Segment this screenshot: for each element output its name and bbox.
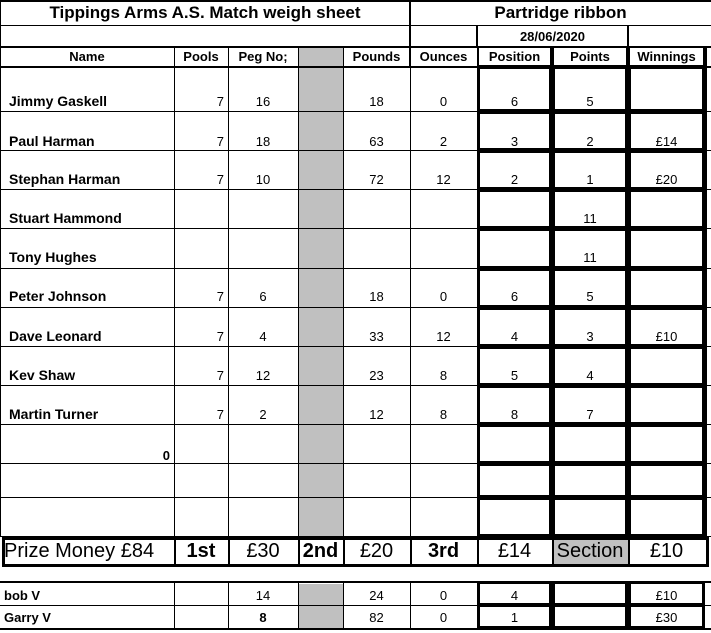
row-ounces: 12 (436, 329, 451, 344)
col-header-points: Points (570, 48, 610, 64)
row-peg (228, 193, 298, 226)
cell-box (477, 268, 552, 308)
row-peg: 6 (259, 289, 267, 304)
visitor-col-line (410, 581, 411, 628)
row-ounces: 8 (439, 407, 448, 422)
cell-box (552, 189, 628, 229)
row-peg: 2 (259, 407, 267, 422)
cell-box (477, 150, 552, 190)
visitor-winnings: £30 (655, 609, 678, 625)
prize-divider (410, 538, 412, 566)
grid-col-line (705, 46, 707, 536)
row-winnings: £14 (655, 134, 678, 149)
visitor-box (552, 604, 628, 629)
prize-divider (174, 538, 176, 566)
row-name: Martin Turner (9, 406, 99, 422)
prize-row-frame (2, 537, 709, 567)
row-pools (174, 232, 224, 265)
row-pounds: 12 (369, 407, 384, 422)
row-pounds (343, 232, 410, 265)
row-name: Jimmy Gaskell (9, 93, 108, 109)
row-pools: 7 (216, 329, 224, 344)
visitor-pounds: 82 (369, 609, 384, 625)
grid-col-line (298, 46, 299, 536)
cell-box (628, 189, 705, 229)
row-pounds: 63 (369, 134, 384, 149)
grid-col-line (174, 46, 175, 536)
row-winnings: £20 (655, 172, 678, 187)
row-name: Dave Leonard (9, 328, 102, 344)
row-position: 4 (510, 329, 519, 344)
grid-date-left (476, 25, 478, 46)
cell-box (477, 385, 552, 425)
row-pools: 7 (216, 172, 224, 187)
col-header-peg: Peg No; (238, 48, 288, 64)
cell-box (552, 424, 628, 464)
row-pounds: 33 (369, 329, 384, 344)
visitor-position: 4 (510, 587, 519, 603)
row-name: Stephan Harman (9, 171, 121, 187)
prize-third-label: 3rd (427, 539, 460, 562)
row-pounds (343, 193, 410, 226)
visitor-box (552, 581, 628, 606)
row-position: 6 (510, 94, 519, 109)
header-box (552, 46, 628, 67)
row-pools: 7 (216, 94, 224, 109)
row-points: 5 (586, 94, 594, 109)
cell-box (552, 111, 628, 151)
row-pools: 7 (216, 134, 224, 149)
row-position: 2 (510, 172, 519, 187)
prize-money-label: Prize Money £84 (4, 539, 155, 562)
visitor-box (628, 604, 705, 629)
row-points: 11 (583, 211, 597, 226)
row-pounds: 23 (369, 368, 384, 383)
cell-box (477, 189, 552, 229)
cell-box (552, 307, 628, 347)
row-points: 3 (586, 329, 594, 344)
cell-box (477, 307, 552, 347)
col-header-ounces: Ounces (419, 48, 468, 64)
row-position: 3 (510, 134, 519, 149)
visitor-box (477, 604, 552, 629)
cell-box (477, 463, 552, 498)
row-points: 7 (586, 407, 594, 422)
cell-box (552, 268, 628, 308)
prize-divider (477, 538, 479, 566)
cell-box (628, 463, 705, 498)
row-name: Paul Harman (9, 133, 95, 149)
row-pounds: 18 (369, 289, 384, 304)
row-pools: 7 (216, 407, 224, 422)
sheet-title: Tippings Arms A.S. Match weigh sheet (49, 3, 361, 22)
row-ounces: 0 (439, 94, 448, 109)
prize-third-value: £14 (497, 539, 532, 562)
pools-total: 0 (162, 448, 170, 463)
row-winnings: £10 (655, 329, 678, 344)
prize-divider (552, 538, 554, 566)
cell-box (477, 424, 552, 464)
row-ounces: 2 (439, 134, 448, 149)
grid-col-line (343, 46, 344, 536)
visitor-box (477, 581, 552, 606)
row-pounds: 72 (369, 172, 384, 187)
row-position: 6 (510, 289, 519, 304)
cell-box (628, 268, 705, 308)
header-box (477, 46, 552, 67)
cell-box (628, 228, 705, 269)
cell-box (477, 111, 552, 151)
match-date: 28/06/2020 (519, 28, 586, 44)
row-ounces: 0 (439, 289, 448, 304)
grid-col-line (0, 0, 1, 536)
grid-col-line (410, 46, 411, 536)
row-position: 5 (510, 368, 519, 383)
prize-section-value: £10 (649, 539, 684, 562)
row-pools: 7 (216, 368, 224, 383)
prize-divider (628, 538, 630, 566)
visitor-col-line (228, 581, 229, 628)
grid-title-bottom (0, 25, 711, 26)
cell-box (477, 497, 552, 537)
visitor-name: Garry V (4, 609, 51, 625)
cell-box (628, 66, 705, 112)
visitor-position: 1 (510, 609, 519, 625)
row-peg: 12 (255, 368, 271, 383)
header-box (628, 46, 705, 67)
row-points: 1 (586, 172, 594, 187)
row-name: Stuart Hammond (9, 210, 122, 226)
row-points: 4 (586, 368, 594, 383)
col-header-pools: Pools (183, 48, 219, 64)
prize-divider (298, 538, 300, 566)
row-pounds: 18 (369, 94, 384, 109)
row-peg (228, 232, 298, 265)
cell-box (628, 346, 705, 386)
row-name: Peter Johnson (9, 288, 107, 304)
prize-section-label: Section (556, 539, 624, 562)
grid-col-line (228, 46, 229, 536)
cell-box (628, 497, 705, 537)
row-name: Kev Shaw (9, 367, 76, 383)
row-peg: 16 (255, 94, 271, 109)
prize-second-value: £20 (359, 539, 394, 562)
row-ounces (410, 232, 477, 265)
cell-box (628, 307, 705, 347)
row-pools (174, 193, 224, 226)
visitor-col-line (298, 581, 299, 628)
visitor-ounces: 0 (439, 609, 448, 625)
visitor-name: bob V (4, 587, 41, 603)
cell-box (628, 111, 705, 151)
row-ounces: 12 (436, 172, 451, 187)
visitor-box (628, 581, 705, 606)
row-name: Tony Hughes (9, 249, 97, 265)
cell-box (477, 346, 552, 386)
row-ounces (410, 193, 477, 226)
cell-box (552, 385, 628, 425)
visitor-col-line (174, 581, 175, 628)
visitor-winnings: £10 (655, 587, 678, 603)
cell-box (477, 66, 552, 112)
prize-divider (343, 538, 345, 566)
col-header-winnings: Winnings (637, 48, 696, 64)
visitor-peg: 14 (255, 587, 271, 603)
row-peg: 18 (255, 134, 271, 149)
col-header-pounds: Pounds (352, 48, 401, 64)
cell-box (477, 228, 552, 269)
col-header-position: Position (488, 48, 541, 64)
visitor-peg: 8 (259, 609, 267, 625)
row-points: 5 (586, 289, 594, 304)
visitor-ounces: 0 (439, 587, 448, 603)
cell-box (628, 150, 705, 190)
row-peg: 10 (255, 172, 271, 187)
prize-second-label: 2nd (302, 539, 339, 562)
cell-box (552, 150, 628, 190)
cell-box (552, 346, 628, 386)
cell-box (552, 497, 628, 537)
prize-divider (228, 538, 230, 566)
visitor-col-line (343, 581, 344, 628)
venue-title: Partridge ribbon (494, 3, 627, 22)
row-pools: 7 (216, 289, 224, 304)
row-points: 2 (586, 134, 594, 149)
grid-date-right (627, 25, 629, 46)
row-peg: 4 (259, 329, 267, 344)
visitor-pounds: 24 (369, 587, 384, 603)
prize-first-label: 1st (186, 539, 216, 562)
cell-box (552, 66, 628, 112)
grid-top (0, 0, 711, 2)
row-ounces: 8 (439, 368, 448, 383)
gray-column-visitors (298, 584, 343, 628)
prize-first-value: £30 (246, 539, 280, 562)
row-points: 11 (583, 250, 597, 265)
row-position: 8 (510, 407, 519, 422)
cell-box (628, 424, 705, 464)
cell-box (552, 228, 628, 269)
col-header-name: Name (69, 48, 105, 64)
cell-box (552, 463, 628, 498)
cell-box (628, 385, 705, 425)
